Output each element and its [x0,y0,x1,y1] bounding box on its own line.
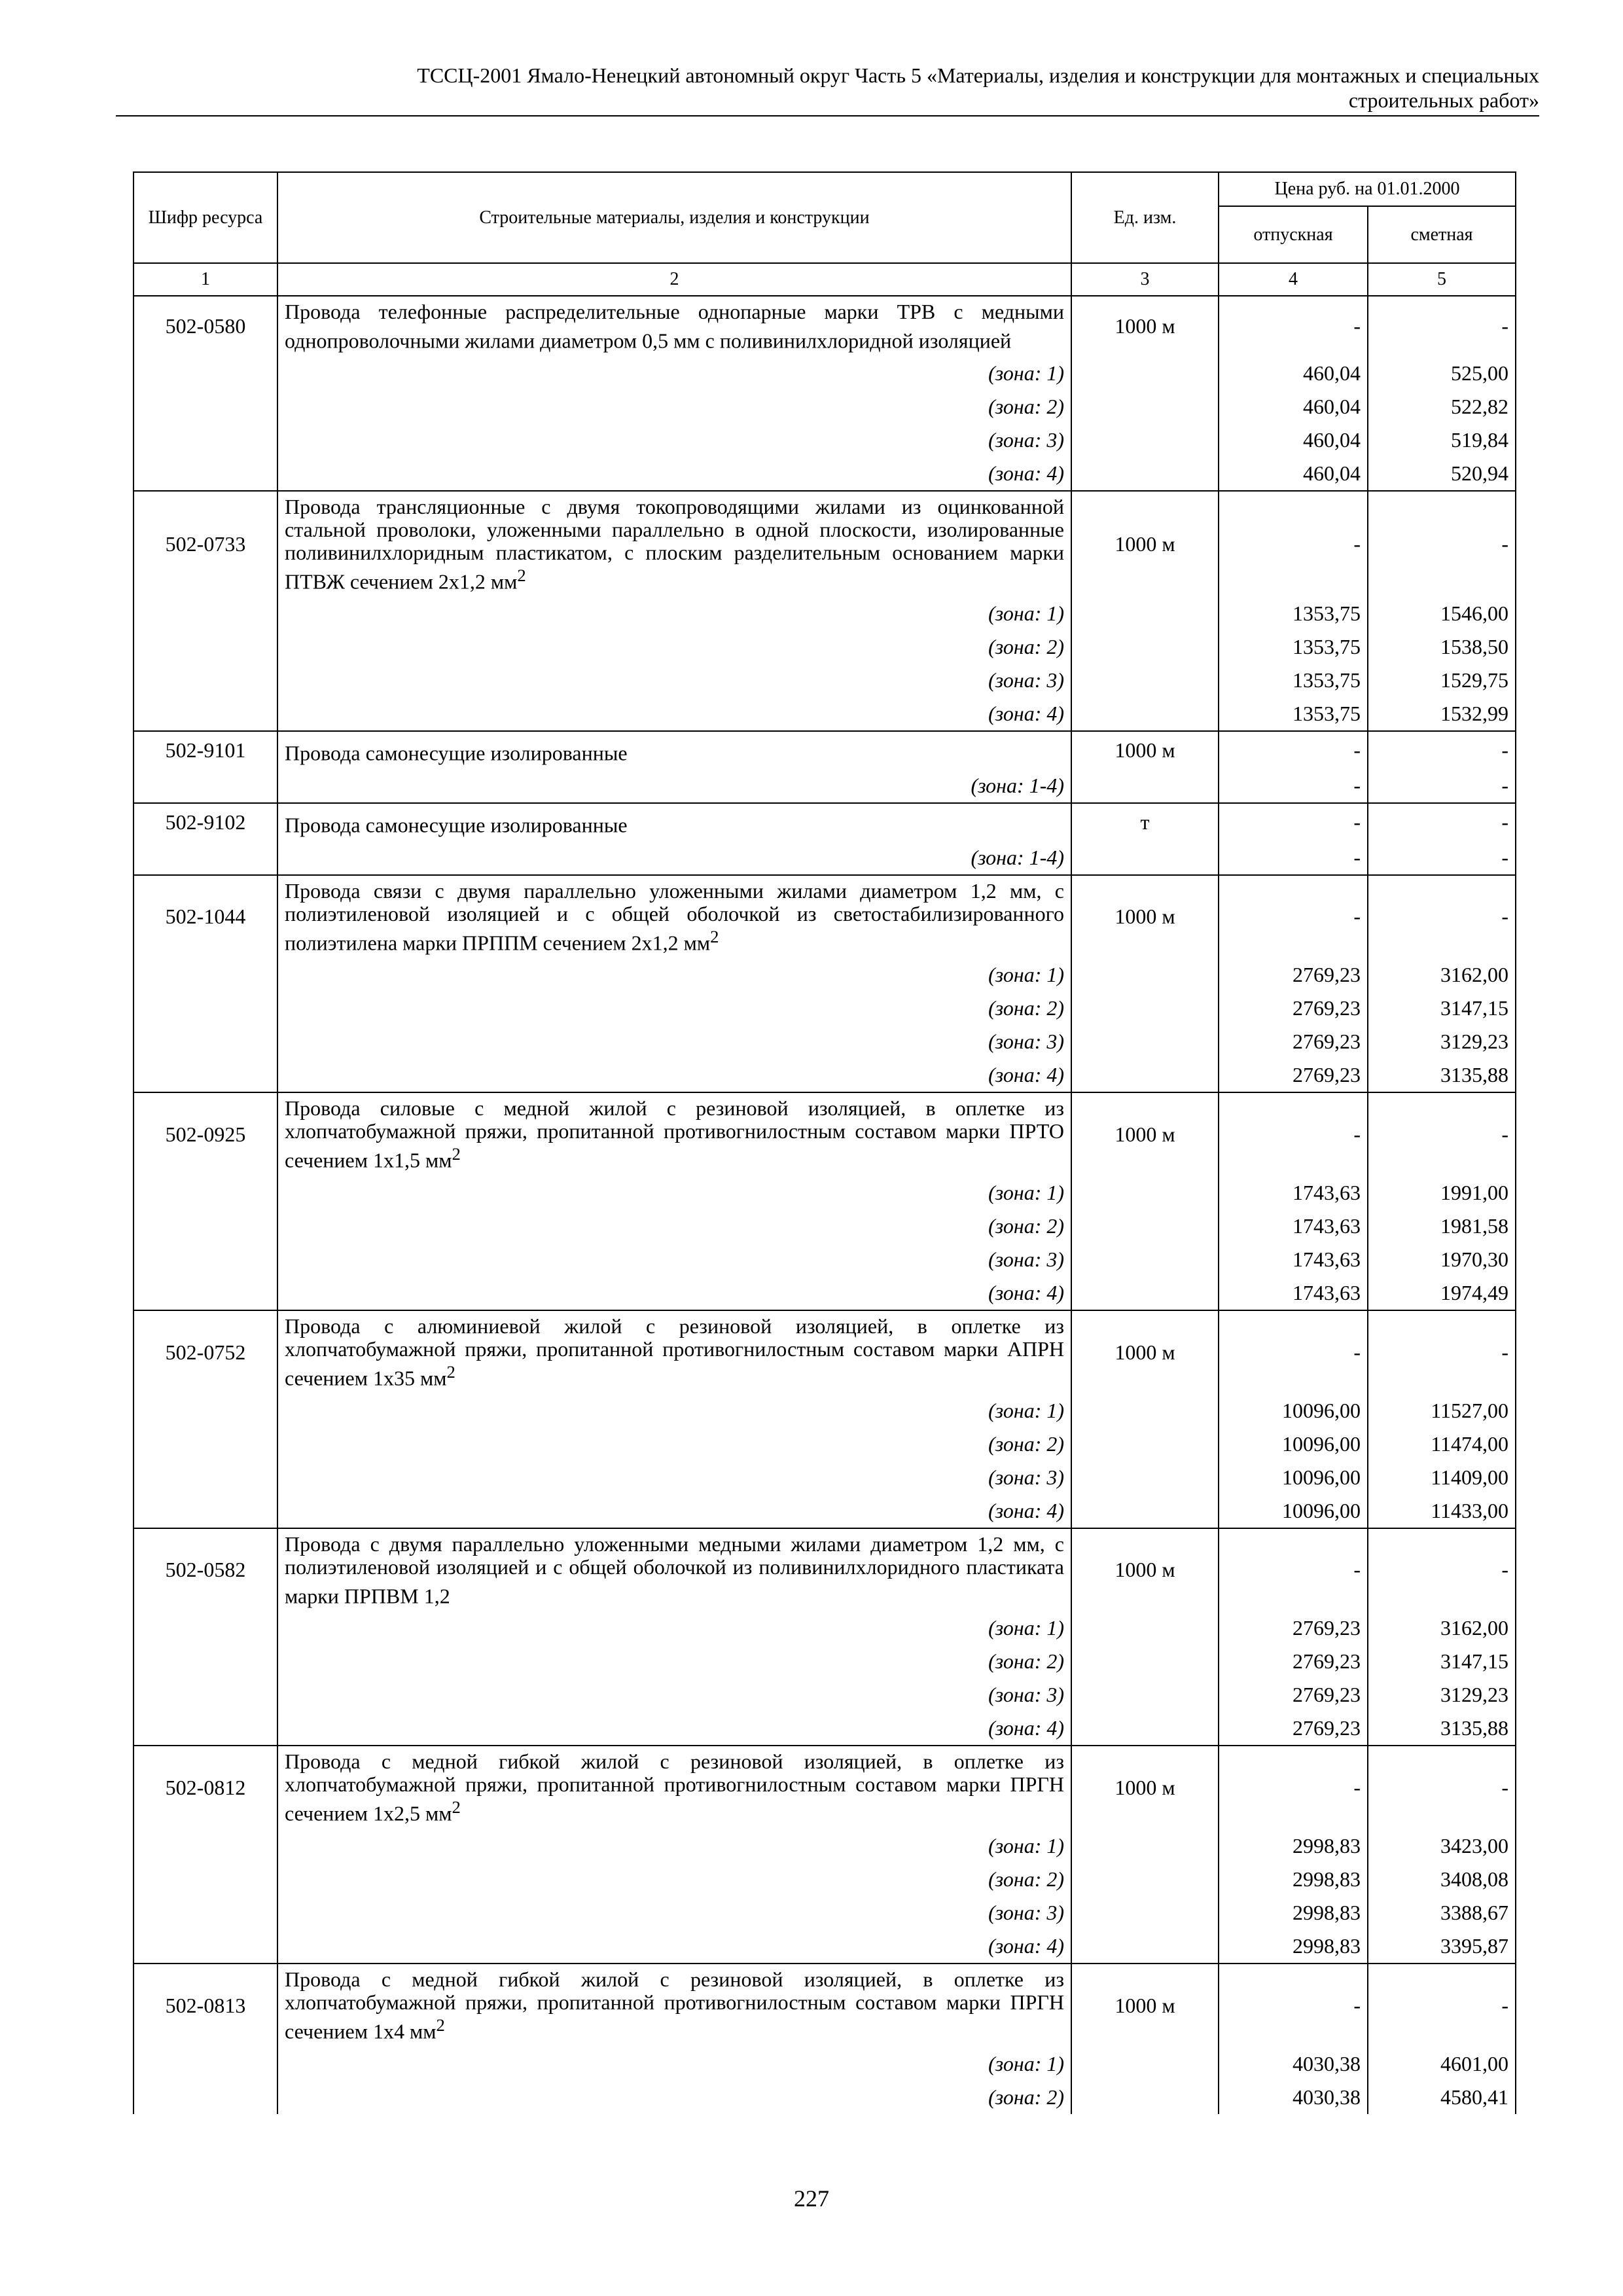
empty-cell [134,2081,277,2114]
material-description [277,1310,1071,1394]
empty-cell [134,1058,277,1092]
resource-code: 502-0580 [134,296,277,357]
zone-label: (зона: 4) [277,1712,1071,1746]
empty-cell [1071,1276,1219,1310]
zone-row [134,423,1516,457]
zone-release-price: 1743,63 [1219,1176,1368,1210]
table-body [134,296,1516,2114]
zone-label: (зона: 2) [277,2081,1071,2114]
zone-release-price: 2769,23 [1219,1712,1368,1746]
zone-row [134,1929,1516,1964]
estimate-price: - [1368,875,1516,959]
zone-estimate-price: 3408,08 [1368,1863,1516,1896]
header-line-1: ТССЦ-2001 Ямало-Ненецкий автономный округ Часть 5 «Материалы, изделия и конструкции для монтажных и специальных [417,63,1539,87]
material-description [277,731,1071,769]
zone-label: (зона: 4) [277,1929,1071,1964]
zone-row [134,2081,1516,2114]
zone-label: (зона: 2) [277,1645,1071,1678]
resource-code: 502-0752 [134,1310,277,1394]
superscript: 2 [710,926,719,946]
zone-release-price: 2998,83 [1219,1896,1368,1929]
description-text: Провода самонесущие изолированные [285,741,628,765]
empty-cell [134,457,277,491]
zone-estimate-price: 3395,87 [1368,1929,1516,1964]
zone-row [134,357,1516,390]
zone-label: (зона: 3) [277,664,1071,697]
zone-release-price: 2769,23 [1219,1611,1368,1645]
zone-label: (зона: 1) [277,958,1071,992]
col-header-estimate: сметная [1368,206,1516,263]
zone-release-price: 10096,00 [1219,1461,1368,1494]
zone-estimate-price: 11527,00 [1368,1394,1516,1427]
unit-cell: 1000 м [1071,1092,1219,1176]
zone-label: (зона: 3) [277,1025,1071,1058]
empty-cell [1071,2047,1219,2081]
empty-cell [1071,597,1219,630]
zone-estimate-price: 3388,67 [1368,1896,1516,1929]
zone-estimate-price: 3135,88 [1368,1058,1516,1092]
empty-cell [1071,1394,1219,1427]
zone-estimate-price: 1970,30 [1368,1243,1516,1276]
unit-cell: 1000 м [1071,1528,1219,1612]
release-price: - [1219,1310,1368,1394]
zone-release-price: 1743,63 [1219,1276,1368,1310]
description-text: Провода связи с двумя параллельно уложенными жилами диаметром 1,2 мм, с полиэтиленовой изоляцией и с общей оболочкой из светостабилизированного полиэтилена марки ПРППМ сечением 2х1,2 мм [285,878,1064,955]
zone-release-price: 2769,23 [1219,992,1368,1025]
empty-cell [134,1678,277,1712]
page-number: 227 [794,2185,829,2212]
material-description [277,296,1071,357]
col-number: 2 [277,263,1071,296]
zone-release-price: 10096,00 [1219,1427,1368,1461]
table-row [134,731,1516,769]
zone-row [134,1025,1516,1058]
resource-code: 502-9101 [134,731,277,769]
zone-row [134,841,1516,875]
zone-row [134,1210,1516,1243]
empty-cell [1071,457,1219,491]
resource-code: 502-1044 [134,875,277,959]
unit-cell: 1000 м [1071,731,1219,769]
zone-estimate-price: 520,94 [1368,457,1516,491]
zone-estimate-price: 3162,00 [1368,1611,1516,1645]
release-price: - [1219,296,1368,357]
zone-label: (зона: 4) [277,1058,1071,1092]
empty-cell [134,357,277,390]
empty-cell [1071,630,1219,664]
description-text: Провода с медной гибкой жилой с резиновой изоляцией, в оплетке из хлопчатобумажной пряжи, пропитанной противогнилостным составом марки ПРГН сечением 1х2,5 мм [285,1749,1064,1825]
empty-cell [134,1494,277,1528]
zone-label: (зона: 2) [277,390,1071,423]
table-row [134,803,1516,841]
zone-release-price: 10096,00 [1219,1494,1368,1528]
release-price: - [1219,731,1368,769]
zone-estimate-price: 11409,00 [1368,1461,1516,1494]
zone-release-price: 2998,83 [1219,1829,1368,1863]
zone-label: (зона: 4) [277,457,1071,491]
empty-cell [134,423,277,457]
material-description [277,1964,1071,2047]
col-number: 3 [1071,263,1219,296]
zone-label: (зона: 3) [277,423,1071,457]
material-description [277,875,1071,959]
zone-row [134,1863,1516,1896]
zone-estimate-price: 11433,00 [1368,1494,1516,1528]
empty-cell [134,697,277,731]
zone-estimate-price: 11474,00 [1368,1427,1516,1461]
zone-label: (зона: 4) [277,697,1071,731]
zone-estimate-price: 522,82 [1368,390,1516,423]
empty-cell [1071,1243,1219,1276]
estimate-price: - [1368,1092,1516,1176]
zone-label: (зона: 2) [277,992,1071,1025]
estimate-price: - [1368,491,1516,598]
zone-label: (зона: 1) [277,2047,1071,2081]
superscript: 2 [517,565,526,585]
empty-cell [1071,390,1219,423]
description-text: Провода силовые с медной жилой с резиновой изоляцией, в оплетке из хлопчатобумажной пряжи, пропитанной противогнилостным составом марки ПРТО сечением 1х1,5 мм [285,1096,1064,1172]
zone-row [134,1394,1516,1427]
table-row [134,491,1516,598]
zone-label: (зона: 2) [277,630,1071,664]
zone-label: (зона: 3) [277,1243,1071,1276]
zone-release-price: - [1219,841,1368,875]
empty-cell [134,1427,277,1461]
running-header [116,63,1539,117]
zone-release-price: 2998,83 [1219,1929,1368,1964]
empty-cell [1071,769,1219,803]
zone-estimate-price: - [1368,841,1516,875]
zone-label: (зона: 3) [277,1461,1071,1494]
zone-release-price: - [1219,769,1368,803]
zone-label: (зона: 1) [277,1394,1071,1427]
price-table [133,171,1516,2114]
zone-release-price: 4030,38 [1219,2081,1368,2114]
zone-label: (зона: 1) [277,1829,1071,1863]
zone-row [134,1678,1516,1712]
empty-cell [134,1896,277,1929]
material-description [277,1746,1071,1829]
description-text: Провода с алюминиевой жилой с резиновой изоляцией, в оплетке из хлопчатобумажной пряжи, пропитанной противогнилостным составом марки АПРН сечением 1х35 мм [285,1314,1064,1390]
zone-release-price: 2998,83 [1219,1863,1368,1896]
unit-cell: 1000 м [1071,1746,1219,1829]
material-description [277,1092,1071,1176]
material-description [277,491,1071,598]
material-description [277,803,1071,841]
empty-cell [1071,1058,1219,1092]
empty-cell [134,390,277,423]
empty-cell [134,1394,277,1427]
zone-row [134,664,1516,697]
empty-cell [1071,1494,1219,1528]
zone-release-price: 1743,63 [1219,1243,1368,1276]
zone-estimate-price: 1991,00 [1368,1176,1516,1210]
description-text: Провода телефонные распределительные однопарные марки ТРВ с медными однопроволочными жилами диаметром 0,5 мм с поливинилхлоридной изоляцией [285,300,1064,353]
zone-label: (зона: 1-4) [277,769,1071,803]
zone-estimate-price: 3135,88 [1368,1712,1516,1746]
table-row [134,1964,1516,2047]
zone-row [134,1461,1516,1494]
table-row [134,875,1516,959]
empty-cell [1071,1645,1219,1678]
empty-cell [1071,1427,1219,1461]
zone-label: (зона: 1) [277,1176,1071,1210]
release-price: - [1219,1964,1368,2047]
estimate-price: - [1368,296,1516,357]
empty-cell [1071,992,1219,1025]
empty-cell [134,597,277,630]
zone-row [134,992,1516,1025]
empty-cell [134,769,277,803]
zone-label: (зона: 1-4) [277,841,1071,875]
empty-cell [1071,1176,1219,1210]
zone-release-price: 1353,75 [1219,597,1368,630]
zone-label: (зона: 2) [277,1210,1071,1243]
zone-release-price: 2769,23 [1219,1678,1368,1712]
zone-row [134,1058,1516,1092]
empty-cell [1071,1611,1219,1645]
empty-cell [1071,2081,1219,2114]
zone-label: (зона: 4) [277,1494,1071,1528]
zone-estimate-price: 4580,41 [1368,2081,1516,2114]
zone-label: (зона: 2) [277,1427,1071,1461]
zone-estimate-price: 3129,23 [1368,1025,1516,1058]
table-row [134,296,1516,357]
empty-cell [134,1829,277,1863]
unit-cell: 1000 м [1071,296,1219,357]
zone-label: (зона: 1) [277,357,1071,390]
empty-cell [134,841,277,875]
zone-release-price: 460,04 [1219,390,1368,423]
superscript: 2 [446,1361,455,1382]
empty-cell [134,1025,277,1058]
empty-cell [1071,1896,1219,1929]
unit-cell: 1000 м [1071,491,1219,598]
empty-cell [134,1929,277,1964]
zone-release-price: 1353,75 [1219,664,1368,697]
zone-estimate-price: 3147,15 [1368,1645,1516,1678]
zone-estimate-price: 1974,49 [1368,1276,1516,1310]
zone-label: (зона: 2) [277,1863,1071,1896]
zone-estimate-price: 3423,00 [1368,1829,1516,1863]
zone-estimate-price: - [1368,769,1516,803]
estimate-price: - [1368,803,1516,841]
zone-estimate-price: 1538,50 [1368,630,1516,664]
empty-cell [134,1276,277,1310]
zone-row [134,1276,1516,1310]
empty-cell [134,1712,277,1746]
zone-row [134,390,1516,423]
zone-estimate-price: 1532,99 [1368,697,1516,731]
description-text: Провода самонесущие изолированные [285,813,628,837]
header-line-2: строительных работ» [1348,88,1539,112]
zone-estimate-price: 519,84 [1368,423,1516,457]
zone-release-price: 460,04 [1219,423,1368,457]
unit-cell: 1000 м [1071,875,1219,959]
empty-cell [134,1863,277,1896]
empty-cell [1071,958,1219,992]
zone-estimate-price: 4601,00 [1368,2047,1516,2081]
release-price: - [1219,491,1368,598]
empty-cell [1071,1712,1219,1746]
empty-cell [1071,1829,1219,1863]
estimate-price: - [1368,1310,1516,1394]
empty-cell [134,1176,277,1210]
zone-row [134,1712,1516,1746]
zone-estimate-price: 3129,23 [1368,1678,1516,1712]
zone-row [134,597,1516,630]
release-price: - [1219,803,1368,841]
zone-release-price: 1353,75 [1219,697,1368,731]
col-number: 1 [134,263,277,296]
zone-release-price: 1743,63 [1219,1210,1368,1243]
material-description [277,1528,1071,1612]
empty-cell [1071,1929,1219,1964]
empty-cell [134,958,277,992]
zone-label: (зона: 1) [277,597,1071,630]
zone-row [134,958,1516,992]
zone-row [134,457,1516,491]
empty-cell [1071,1025,1219,1058]
zone-release-price: 4030,38 [1219,2047,1368,2081]
estimate-price: - [1368,1528,1516,1612]
zone-release-price: 10096,00 [1219,1394,1368,1427]
table-row [134,1092,1516,1176]
resource-code: 502-0812 [134,1746,277,1829]
col-number: 5 [1368,263,1516,296]
empty-cell [134,664,277,697]
zone-label: (зона: 3) [277,1896,1071,1929]
empty-cell [1071,1461,1219,1494]
zone-row [134,1896,1516,1929]
empty-cell [1071,1210,1219,1243]
col-number: 4 [1219,263,1368,296]
zone-estimate-price: 1546,00 [1368,597,1516,630]
release-price: - [1219,1528,1368,1612]
estimate-price: - [1368,1964,1516,2047]
zone-row [134,1243,1516,1276]
zone-release-price: 460,04 [1219,357,1368,390]
empty-cell [134,992,277,1025]
resource-code: 502-0925 [134,1092,277,1176]
resource-code: 502-9102 [134,803,277,841]
empty-cell [134,1210,277,1243]
empty-cell [134,2047,277,2081]
zone-estimate-price: 3147,15 [1368,992,1516,1025]
estimate-price: - [1368,1746,1516,1829]
zone-estimate-price: 1529,75 [1368,664,1516,697]
release-price: - [1219,875,1368,959]
col-header-unit: Ед. изм. [1071,172,1219,263]
superscript: 2 [436,2015,445,2035]
col-header-name: Строительные материалы, изделия и конструкции [277,172,1071,263]
zone-estimate-price: 1981,58 [1368,1210,1516,1243]
release-price: - [1219,1092,1368,1176]
resource-code: 502-0733 [134,491,277,598]
zone-release-price: 1353,75 [1219,630,1368,664]
zone-release-price: 2769,23 [1219,958,1368,992]
col-header-price: Цена руб. на 01.01.2000 [1219,172,1516,206]
resource-code: 502-0813 [134,1964,277,2047]
description-text: Провода с медной гибкой жилой с резиновой изоляцией, в оплетке из хлопчатобумажной пряжи, пропитанной противогнилостным составом марки ПРГН сечением 1х4 мм [285,1967,1064,2043]
zone-row [134,769,1516,803]
empty-cell [134,1243,277,1276]
col-header-release: отпускная [1219,206,1368,263]
empty-cell [1071,423,1219,457]
zone-release-price: 2769,23 [1219,1025,1368,1058]
zone-row [134,697,1516,731]
zone-estimate-price: 525,00 [1368,357,1516,390]
table-row [134,1746,1516,1829]
zone-release-price: 2769,23 [1219,1645,1368,1678]
description-text: Провода с двумя параллельно уложенными медными жилами диаметром 1,2 мм, с полиэтиленовой изоляцией и с общей оболочкой из поливинилхлоридного пластиката марки ПРПВМ 1,2 [285,1532,1064,1608]
empty-cell [1071,1863,1219,1896]
zone-row [134,1829,1516,1863]
empty-cell [134,1461,277,1494]
unit-cell: т [1071,803,1219,841]
resource-code: 502-0582 [134,1528,277,1612]
zone-row [134,1176,1516,1210]
unit-cell: 1000 м [1071,1310,1219,1394]
zone-row [134,1427,1516,1461]
superscript: 2 [452,1144,461,1164]
zone-estimate-price: 3162,00 [1368,958,1516,992]
zone-label: (зона: 4) [277,1276,1071,1310]
empty-cell [134,1611,277,1645]
zone-label: (зона: 3) [277,1678,1071,1712]
zone-row [134,2047,1516,2081]
table-row [134,1528,1516,1612]
zone-row [134,1611,1516,1645]
estimate-price: - [1368,731,1516,769]
zone-row [134,1494,1516,1528]
table-row [134,1310,1516,1394]
release-price: - [1219,1746,1368,1829]
empty-cell [1071,1678,1219,1712]
zone-release-price: 460,04 [1219,457,1368,491]
zone-release-price: 2769,23 [1219,1058,1368,1092]
zone-row [134,1645,1516,1678]
empty-cell [134,1645,277,1678]
empty-cell [1071,664,1219,697]
superscript: 2 [452,1797,461,1818]
empty-cell [1071,841,1219,875]
zone-label: (зона: 1) [277,1611,1071,1645]
description-text: Провода трансляционные с двумя токопроводящими жилами из оцинкованной стальной проволоки, уложенными параллельно в одной плоскости, изолированные поливинилхлоридным пластикатом, с плоским разделительным основанием марки ПТВЖ сечением 2х1,2 мм [285,494,1064,594]
col-header-code: Шифр ресурса [134,172,277,263]
empty-cell [1071,357,1219,390]
unit-cell: 1000 м [1071,1964,1219,2047]
empty-cell [134,630,277,664]
empty-cell [1071,697,1219,731]
zone-row [134,630,1516,664]
